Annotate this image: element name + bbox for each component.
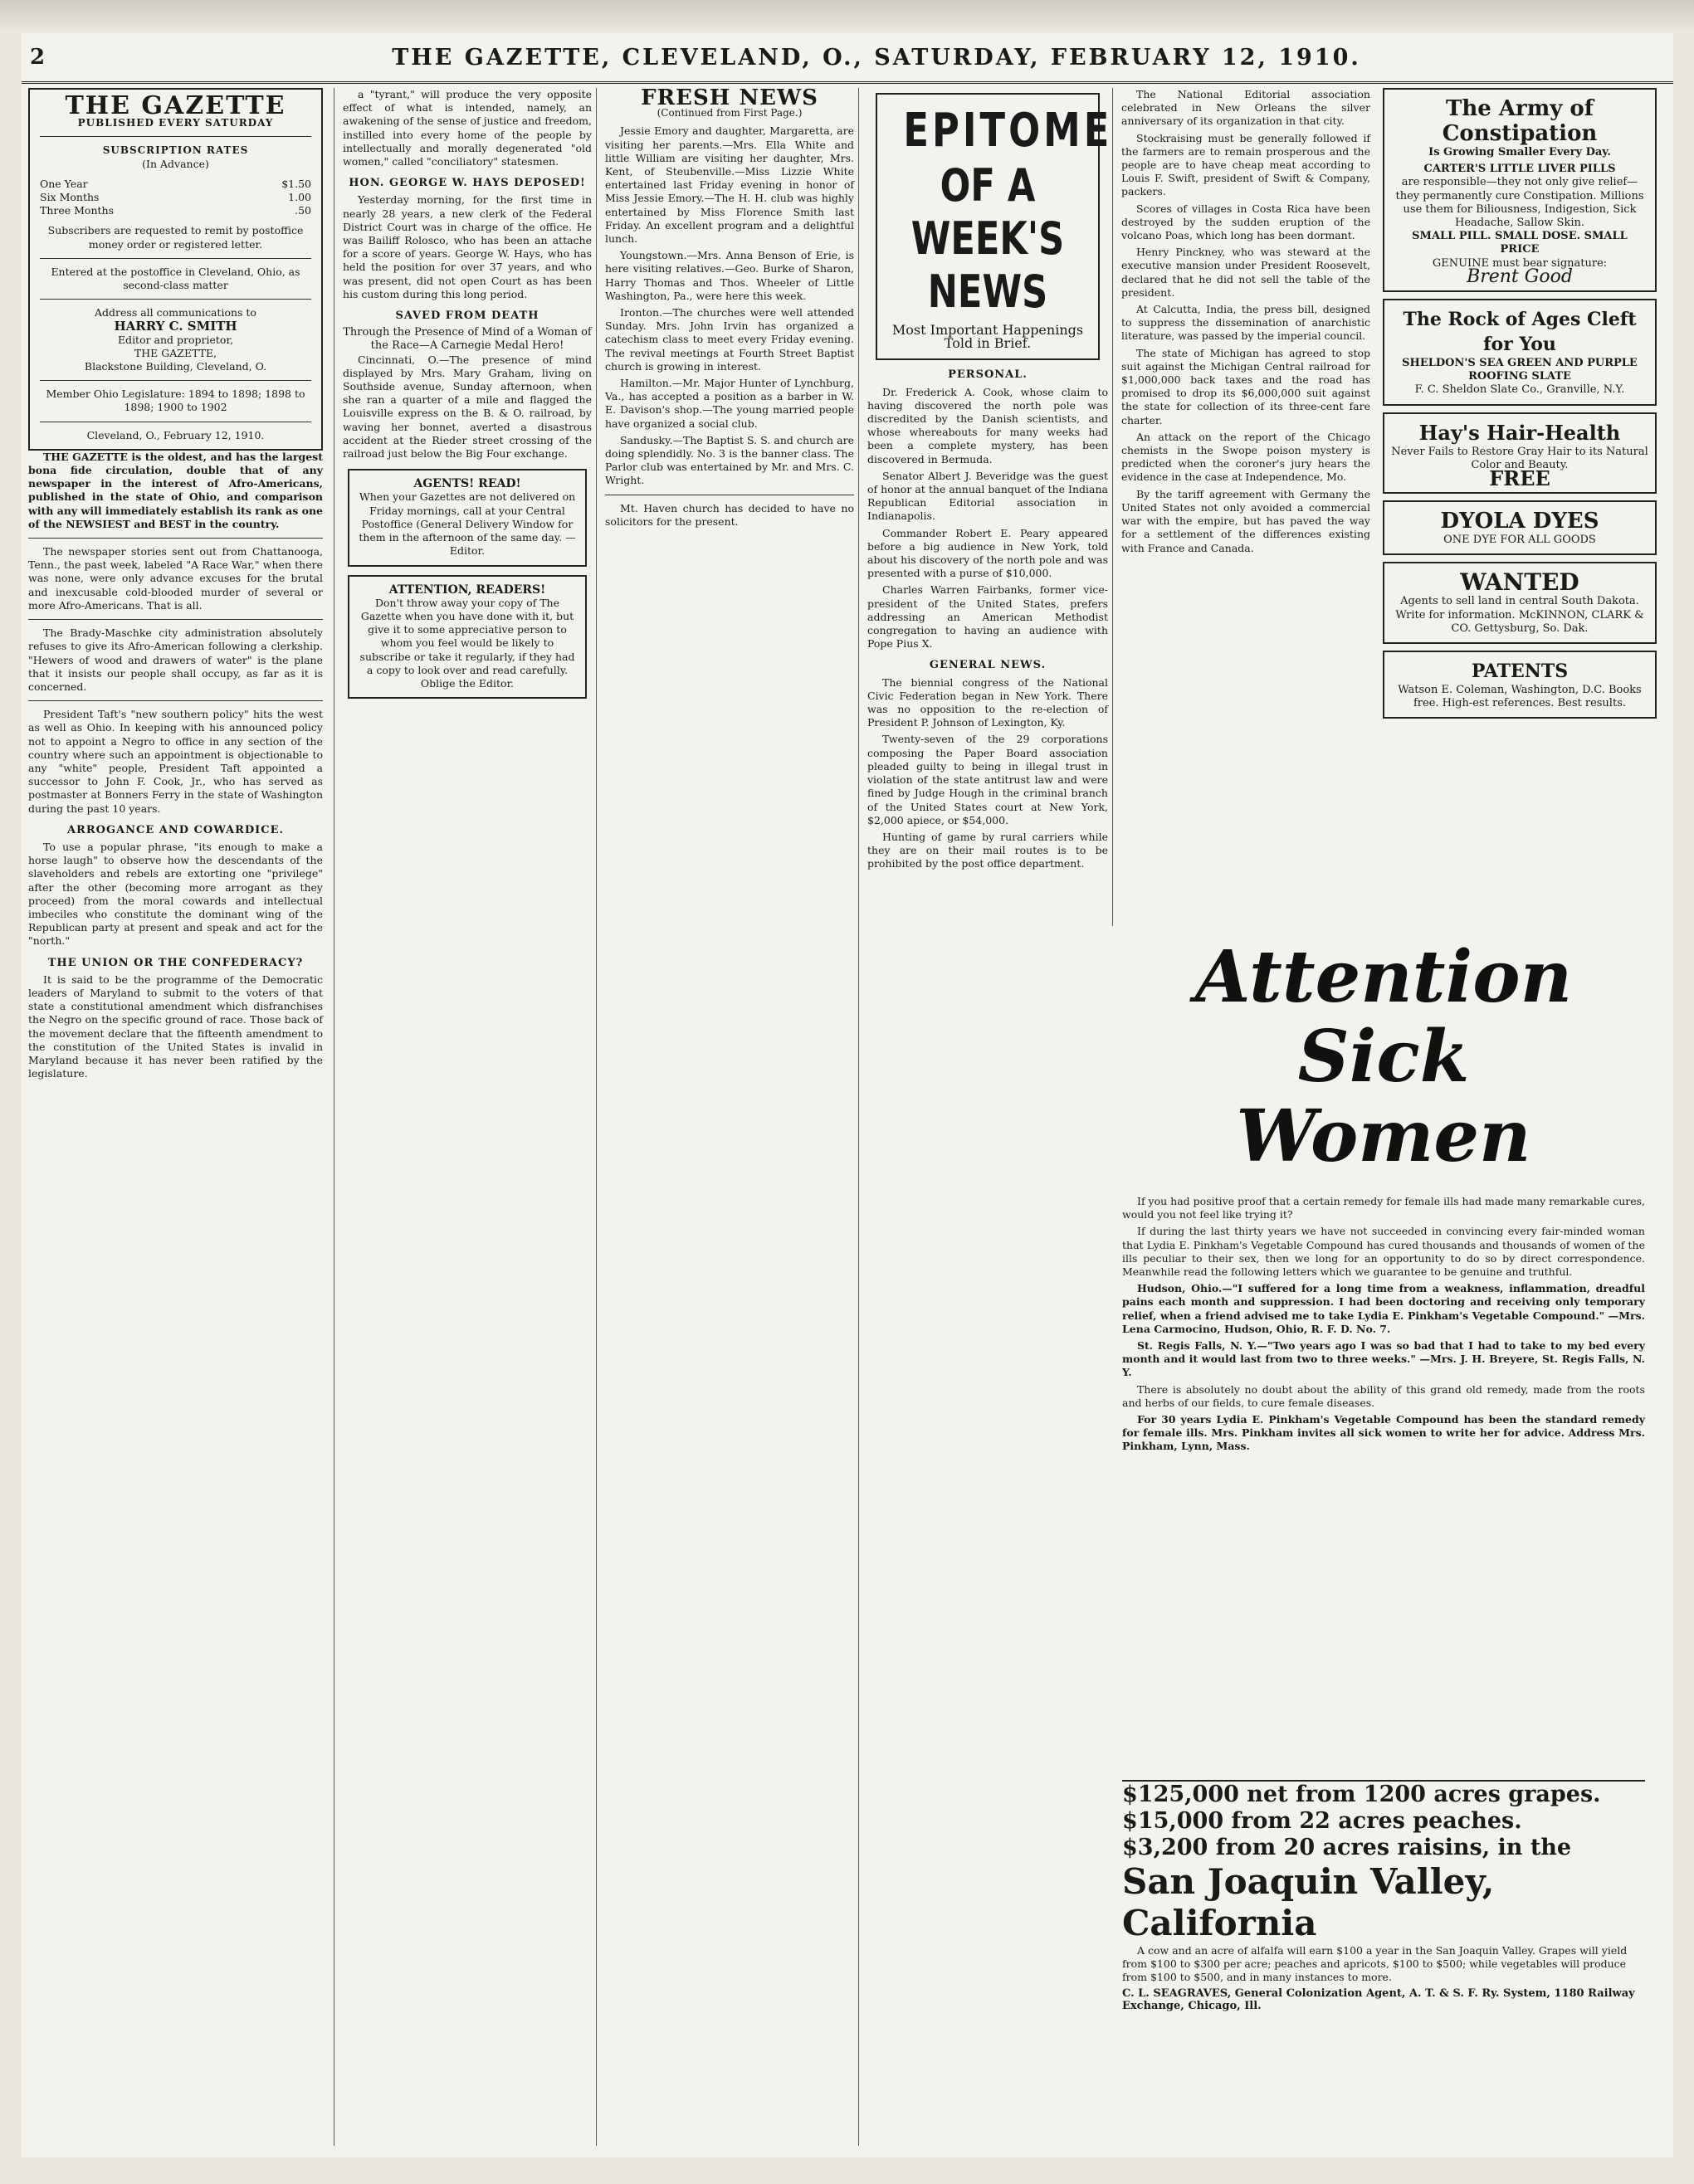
ad-text: Watson E. Coleman, Washington, D.C. Books free. High-est references. Best results. [1398,684,1642,710]
column-6-ads [1374,88,1665,926]
headline-attention: Attention [1194,935,1573,1019]
newspaper-page [22,33,1673,2157]
article-heading: HON. GEORGE W. HAYS DEPOSED! [349,177,586,190]
article-paragraph: At Calcutta, India, the press bill, designed to suppress the dissemination of anarchistic literature, was passed by the imperial council. [1121,303,1370,343]
rate-row: Three Months .50 [40,204,311,217]
epitome-word: EPITOME [903,104,1113,158]
ad-paragraph: If you had positive proof that a certain remedy for female ills had made many remarkable cures, would you not feel like trying it? [1122,1195,1645,1221]
readers-notice [348,575,587,700]
article-paragraph: Hamilton.—Mr. Major Hunter of Lynchburg, Va., has accepted a position as a barber in W. E. Davison's shop.—The young married people have organized a social club. [605,377,854,430]
article-paragraph: Henry Pinckney, who was steward at the executive mansion under President Roosevelt, declared that he did not sell the table of the president. [1121,246,1370,299]
address-line: Address all communications to [95,306,256,319]
building: Blackstone Building, Cleveland, O. [84,360,267,373]
article-paragraph: Cincinnati, O.—The presence of mind displayed by Mrs. Mary Graham, living on Southside avenue, Sunday afternoon, when she ran a quarter of a mile and flagged the Louisville express on the B. & O. railroad, by waving her bonnet, averted a disastrous accident at the Rieder street crossing of the railroad just below the Big Four exchange. [343,353,592,461]
ad-brand: CARTER'S LITTLE LIVER PILLS [1423,163,1616,176]
ad-title: The Army of Constipation [1442,96,1598,146]
ad-text: Agents to sell land in central South Dakota. Write for information. McKINNON, CLARK & CO. Gettysburg, So. Dak. [1395,595,1644,635]
ad-paragraph: Hudson, Ohio.—"I suffered for a long time from a weakness, inflammation, dreadful pains each month and suppression. I had been doctoring and receiving only temporary relief, when a friend advised me to take Lydia E. Pinkham's Vegetable Compound." —Mrs. Lena Carmocino, Hudson, Ohio, R. F. D. No. 7. [1122,1282,1645,1335]
ad-free: FREE [1489,466,1550,491]
editor-name: HARRY C. SMITH [114,319,237,334]
headline-sick: Sick [1297,1015,1470,1099]
article-heading: THE UNION OR THE CONFEDERACY? [47,956,304,969]
article-paragraph: Ironton.—The churches were well attended Sunday. Mrs. John Irvin has organized a catechism class to meet every Friday evening. The revival meetings at Fourth Street Baptist church is growing in interest. [605,306,854,373]
epitome-box [876,93,1113,360]
agents-notice [348,469,587,566]
legislature-note: Member Ohio Legislature: 1894 to 1898; 1898 to 1898; 1900 to 1902 [46,388,305,414]
ad-text: A cow and an acre of alfalfa will earn $100 a year in the San Joaquin Valley. Grapes will yield from $100 to $300 per acre; peaches and apricots, $100 to $500; while vegetables will produce from $100 to $500, and in many instances to more. [1122,1944,1628,1983]
section-heading: PERSONAL. [948,368,1028,382]
rate-row: One Year $1.50 [40,177,311,190]
patents-ad [1383,651,1657,719]
article-heading: ARROGANCE AND COWARDICE. [66,823,285,836]
rates-note: (In Advance) [142,157,209,170]
page-number: 2 [30,45,46,70]
ad-signature: Brent Good [1467,266,1573,287]
column-4 [858,88,1116,2146]
subscribers-note: Subscribers are requested to remit by postoffice money order or registered letter. [47,224,304,251]
ad-headline: San Joaquin Valley, California [1122,1861,1495,1943]
article-paragraph: Hunting of game by rural carriers while they are on their mail routes is to be prohibited by the post office department. [867,830,1108,870]
article-paragraph: Dr. Frederick A. Cook, whose claim to having discovered the north pole was discredited by the Danish scientists, and whose whereabouts for many weeks had been a complete mystery, has been discovered in Bermuda. [867,385,1108,466]
article-paragraph: The newspaper stories sent out from Chattanooga, Tenn., the past week, labeled "A Race War," when there was none, were only advance excuses for the brutal and inexcusable cold-blooded murder of several or more Afro-Americans. That is all. [28,545,323,612]
article-paragraph: It is said to be the programme of the Democratic leaders of Maryland to submit to the voters of that state a constitutional amendment which disfranchises the Negro on the specific ground of race. Those back of the movement declare that the fifteenth amendment to the constitution of the United States is invalid in Maryland because it has never been ratified by the legislature. [28,973,323,1080]
editor-role: Editor and proprietor, [117,333,234,346]
published-line: PUBLISHED EVERY SATURDAY [77,117,274,129]
notice-title: ATTENTION, READERS! [388,583,546,597]
article-paragraph: The National Editorial association celebrated in New Orleans the silver anniversary of its organization in that city. [1121,88,1370,128]
ad-text: Never Fails to Restore Gray Hair to its Natural Color and Beauty. [1391,445,1648,471]
lead-paragraph: THE GAZETTE is the oldest, and has the largest bona fide circulation, double that of any newspaper in the interest of Afro-Americans, published in the state of Ohio, and comparison with any will immediately establish its rank as one of the NEWSIEST and BEST in the country. [28,450,323,530]
article-paragraph: The biennial congress of the National Civic Federation began in New York. There was no opposition to the re-election of President P. Johnson of Lexington, Ky. [867,675,1108,729]
notice-title: AGENTS! READ! [413,477,521,491]
paper-name: THE GAZETTE [65,91,286,120]
column-2 [334,88,600,2146]
ad-line: $15,000 from 22 acres peaches. [1122,1808,1522,1834]
ad-brand: SHELDON'S SEA GREEN AND PURPLE ROOFING SLATE [1402,357,1638,383]
article-paragraph: Commander Robert E. Peary appeared before a big audience in New York, told about his discovery of the north pole and was presented with a purse of $10,000. [867,526,1108,580]
article-subheading: Through the Presence of Mind of a Woman of the Race—A Carnegie Medal Hero! [343,326,592,353]
article-paragraph: Yesterday morning, for the first time in nearly 28 years, a new clerk of the Federal District Court was in charge of the office. He was Bailiff Rolosco, who has been an attache for a score of years. George W. Hays, who has held the position for over 37 years, and who was present, did not open Court as has been his custom during this long period. [343,193,592,300]
carters-ad [1383,88,1657,292]
ad-agent: C. L. SEAGRAVES, General Colonization Agent, A. T. & S. F. Ry. System, 1180 Railway Exchange, Chicago, Ill. [1122,1987,1635,2012]
epitome-of-a: OF A [940,159,1036,212]
entered-note: Entered at the postoffice in Cleveland, Ohio, as second-class matter [51,265,300,292]
pinkham-body [1122,1195,1645,1457]
article-paragraph: An attack on the report of the Chicago chemists in the Swope poison mystery is predicted when the coroner's jury hears the evidence in the case at Independence, Mo. [1121,430,1370,484]
ad-title: DYOLA DYES [1440,509,1599,534]
article-paragraph: President Taft's "new southern policy" hits the west as well as Ohio. In keeping with his announced policy not to appoint a Negro to office in any section of the country where such an appointment is objectionable to any "white" people, President Taft appointed a successor to John F. Cook, Jr., who has served as postmaster at Bonners Ferry in the state of Washington during the past 10 years. [28,708,323,815]
article-paragraph: Jessie Emory and daughter, Margaretta, are visiting her parents.—Mrs. Ella White and little William are visiting her daughter, Mrs. Kent, of Steubenville.—Miss Lizzie White entertained last Friday evening in honor of Miss Jessie Emory.—The H. H. club was highly entertained by Miss Florence Smith last Friday. An excellent program and a delightful lunch. [605,124,854,246]
headline-women: Women [1236,1094,1531,1178]
san-joaquin-ad [1122,1780,1645,2012]
article-paragraph: The Brady-Maschke city administration absolutely refuses to give its Afro-American following a clerkship. "Hewers of wood and drawers of water" is the plane that it insists our people shall occupy, as far as it is concerned. [28,626,323,693]
article-paragraph: Mt. Haven church has decided to have no solicitors for the present. [605,501,854,528]
rates-title: SUBSCRIPTION RATES [102,144,249,157]
ad-paragraph: For 30 years Lydia E. Pinkham's Vegetable Compound has been the standard remedy for female ills. Mrs. Pinkham invites all sick women to write her for advice. Address Mrs. Pinkham, Lynn, Mass. [1122,1413,1645,1453]
masthead [22,33,1673,84]
continued-note: (Continued from First Page.) [657,107,803,119]
pinkham-headline [1122,935,1645,1187]
rate-row: Six Months 1.00 [40,191,311,204]
ad-address: F. C. Sheldon Slate Co., Granville, N.Y. [1414,383,1625,397]
notice-text: When your Gazettes are not delivered on Friday mornings, call at your Central Postoffice (General Delivery Window for them in the afternoon of the same day. —Editor. [359,490,576,558]
article-paragraph: Scores of villages in Costa Rica have been destroyed by the sudden eruption of the volcano Poas, which long has been dormant. [1121,202,1370,242]
column-1 [28,88,331,2146]
epitome-subtitle: Most Important Happenings Told in Brief. [891,322,1084,352]
fresh-news-title: FRESH NEWS [641,88,818,110]
subscription-box [28,88,323,451]
column-5-extras [1121,431,1370,555]
hays-ad [1383,412,1657,495]
article-paragraph: Sandusky.—The Baptist S. S. and church are doing splendidly. No. 3 is the banner class. The Parlor club was entertained by Mr. and Mrs. C. Wright. [605,433,854,487]
dyola-ad [1383,500,1657,555]
ad-subtitle: Is Growing Smaller Every Day. [1428,146,1611,158]
article-paragraph: Youngstown.—Mrs. Anna Benson of Erie, is here visiting relatives.—Geo. Burke of Sharon, Harry Thomas and Thos. Wheeler of Little Washington, Pa., were here this week. [605,249,854,302]
column-5 [1112,88,1379,926]
article-paragraph: Senator Albert J. Beveridge was the guest of honor at the annual banquet of the Indiana Republican Editorial association in Indianapolis. [867,469,1108,523]
ad-title: The Rock of Ages Cleft for You [1403,309,1637,356]
article-paragraph: To use a popular phrase, "its enough to make a horse laugh" to observe how the descendants of the slaveholders and rebels are extorting one "privilege" after the other (becoming more arrogant as they proceed) from the moral cowards and intellectual imbeciles who constitute the dominant wing of the Republican party at present and speak and act for the "north." [28,840,323,948]
ad-subtitle: ONE DYE FOR ALL GOODS [1443,534,1596,547]
ad-line: $125,000 net from 1200 acres grapes. [1122,1782,1601,1807]
ad-paragraph: St. Regis Falls, N. Y.—"Two years ago I was so bad that I had to take to my bed every month and it would last from two to three weeks." —Mrs. J. H. Breyere, St. Regis Falls, N. Y. [1122,1339,1645,1379]
ad-title: Hay's Hair-Health [1418,420,1621,445]
paper-address-name: THE GAZETTE, [134,346,217,359]
ad-small: SMALL PILL. SMALL DOSE. SMALL PRICE [1412,230,1628,256]
sheldon-ad [1383,299,1657,406]
column-3 [596,88,862,2146]
article-heading: SAVED FROM DEATH [395,310,539,323]
ad-title: PATENTS [1471,661,1569,683]
article-paragraph: Charles Warren Fairbanks, former vice-president of the United States, prefers addressing an American Methodist congregation to having an audience with Pope Pius X. [867,583,1108,651]
dateline: Cleveland, O., February 12, 1910. [86,428,265,441]
masthead-title: THE GAZETTE, CLEVELAND, O., SATURDAY, FEBRUARY 12, 1910. [392,44,1361,71]
article-paragraph: Twenty-seven of the 29 corporations composing the Paper Board association pleaded guilty to being in illegal trust in violation of the state antitrust law and were fined by Judge Hough in the criminal branch of the United States court at New York, $2,000 apiece, or $54,000. [867,733,1108,826]
ad-title: WANTED [1460,568,1579,597]
wanted-ad [1383,562,1657,644]
scan-edge [0,0,1694,33]
article-paragraph: a "tyrant," will produce the very opposite effect of what is intended, namely, an awakening of the sense of justice and freedom, instilled into every home of the people by intellectually and morally degenerated "old women," called "conciliatory" statesmen. [343,88,592,168]
article-paragraph: The state of Michigan has agreed to stop suit against the Michigan Central railroad for $1,000,000 back taxes and the road has promised to drop its $6,000,000 suit against the state for collection of its three-cent fare charter. [1121,346,1370,427]
section-heading: GENERAL NEWS. [929,659,1047,672]
epitome-weeks-news: WEEK'S NEWS [910,212,1065,318]
notice-text: Don't throw away your copy of The Gazette when you have done with it, but give it to some appreciative person to whom you feel would be likely to subscribe or take it regularly, if they had a copy to look over and read carefully. Oblige the Editor. [359,596,575,690]
ad-genuine: GENUINE must bear signature: [1432,256,1608,270]
ad-paragraph: If during the last thirty years we have not succeeded in convincing every fair-minded woman that Lydia E. Pinkham's Vegetable Compound has cured thousands and thousands of women of the ills peculiar to their sex, then we long for an opportunity to do so by direct correspondence. Meanwhile read the following letters which we guarantee to be genuine and truthful. [1122,1225,1645,1279]
ad-text: are responsible—they not only give relief—they permanently cure Constipation. Millions use them for Biliousness, Indigestion, Sick Headache, Sallow Skin. [1395,176,1644,230]
article-paragraph: By the tariff agreement with Germany the United States not only avoided a commercial war with the empire, but has paved the way for a settlement of the differences existing with France and Canada. [1121,487,1370,554]
article-paragraph: Stockraising must be generally followed if the farmers are to remain prosperous and the people are to have cheap meat according to Louis F. Swift, president of Swift & Company, packers. [1121,131,1370,198]
rates-table [40,178,311,218]
ad-paragraph: There is absolutely no doubt about the ability of this grand old remedy, made from the roots and herbs of our fields, to cure female diseases. [1122,1382,1645,1409]
ad-line: $3,200 from 20 acres raisins, in the [1122,1835,1572,1860]
